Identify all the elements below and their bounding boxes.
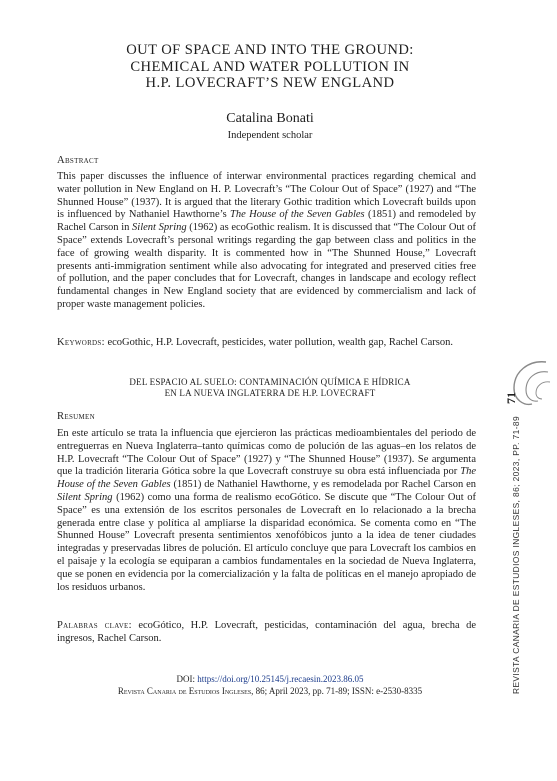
author-affiliation: Independent scholar (227, 130, 313, 141)
palabras-clave-list: ecoGótico, H.P. Lovecraft, pesticidas, contaminación del agua, brecha de ingresos, Rachel Carson. (57, 620, 477, 644)
article-title (60, 42, 480, 92)
keywords-en (57, 337, 476, 350)
title-line: OUT OF SPACE AND INTO THE GROUND: (126, 42, 414, 58)
running-head: REVISTA CANARIA DE ESTUDIOS INGLESES, 86; 2023, PP. 71-89 (511, 415, 521, 694)
journal-citation (60, 686, 480, 696)
spanish-title-line: EN LA NUEVA INGLATERRA DE H.P. LOVECRAFT (164, 388, 376, 398)
keywords-list: ecoGothic, H.P. Lovecraft, pesticides, water pollution, wealth gap, Rachel Carson. (107, 337, 453, 348)
keywords-label: Keywords: (57, 337, 105, 348)
title-line: CHEMICAL AND WATER POLLUTION IN (130, 58, 410, 75)
resumen-heading: Resumen (57, 411, 95, 422)
spanish-title (60, 377, 480, 399)
page-number: 71 (504, 392, 518, 404)
keywords-es (57, 620, 476, 646)
doi-line (60, 674, 480, 684)
resumen-body: En este artículo se trata la influencia que ejercieron las prácticas medioambientales del periodo de entreguerras en Nueva Inglaterra–tanto químicas como de polución de las aguas–en los relatos de H.P. Lovecraft “The Colour Out of Space” (1927) y “The Shunned House” (1937). Se argumenta que la tradición literaria Gótica sobre la que Lovecraft construye su obra está influenciada por The House of the Seven Gables (1851) de Nathaniel Hawthorne, y es remodelada por Rachel Carson en Silent Spring (1962) como una forma de realismo ecoGótico. Se discute que “The Colour Out of Space” es una extensión de los escritos personales de Lovecraft en lo relacionado a la brecha generada entre clase y política al ampliarse la disparidad económica. Se comenta como en “The Shunned House” Lovecraft presenta sentimientos xenofóbicos junto a la idea de tener ciudades integradas y preservadas libres de polución. El artículo concluye que para Lovecraft los cambios en el paisaje y la ecología se equiparan a cambios fundamentales en la sociedad de Nueva Inglaterra, que se ponen en evidencia por la comercialización y la falta de políticas en el manejo apropiado de los residuos urbanos. (57, 428, 476, 593)
author-name: Catalina Bonati (226, 111, 314, 126)
abstract-body: This paper discusses the influence of interwar environmental practices regarding chemical and water pollution in New England on H. P. Lovecraft’s “The Colour Out of Space” (1927) and “The Shunned House” (1937). It is argued that the literary Gothic tradition which Lovecraft builds upon is influenced by Nathaniel Hawthorne’s The House of the Seven Gables (1851) and remodeled by Rachel Carson in Silent Spring (1962) as ecoGothic realism. It is discussed that “The Colour Out of Space” extends Lovecraft’s personal writings regarding the gap between class and politics in the face of growing wealth disparity. It is commented how in “The Shunned House,” Lovecraft presents anti-immigration sentiment while also advocating for integrated and preserved cities free of pollution, and the paper concludes that for Lovecraft, changes in landscape and ecology reflect fundamental changes in New England society that are evidenced by commercialism and lack of proper waste management policies. (57, 171, 476, 310)
palabras-clave-label: Palabras clave: (57, 620, 132, 631)
doi-label: DOI: (176, 674, 195, 684)
spanish-title-line: DEL ESPACIO AL SUELO: CONTAMINACIÓN QUÍMICA E HÍDRICA (129, 377, 411, 387)
doi-link[interactable]: https://doi.org/10.25145/j.recaesin.2023.86.05 (197, 674, 364, 684)
title-line: H.P. LOVECRAFT’S NEW ENGLAND (145, 75, 395, 91)
journal-issue: , 86; April 2023, pp. 71-89; ISSN: e-2530-8335 (251, 686, 423, 696)
abstract-heading: Abstract (57, 155, 99, 166)
journal-name: Revista Canaria de Estudios Ingleses (117, 686, 252, 696)
